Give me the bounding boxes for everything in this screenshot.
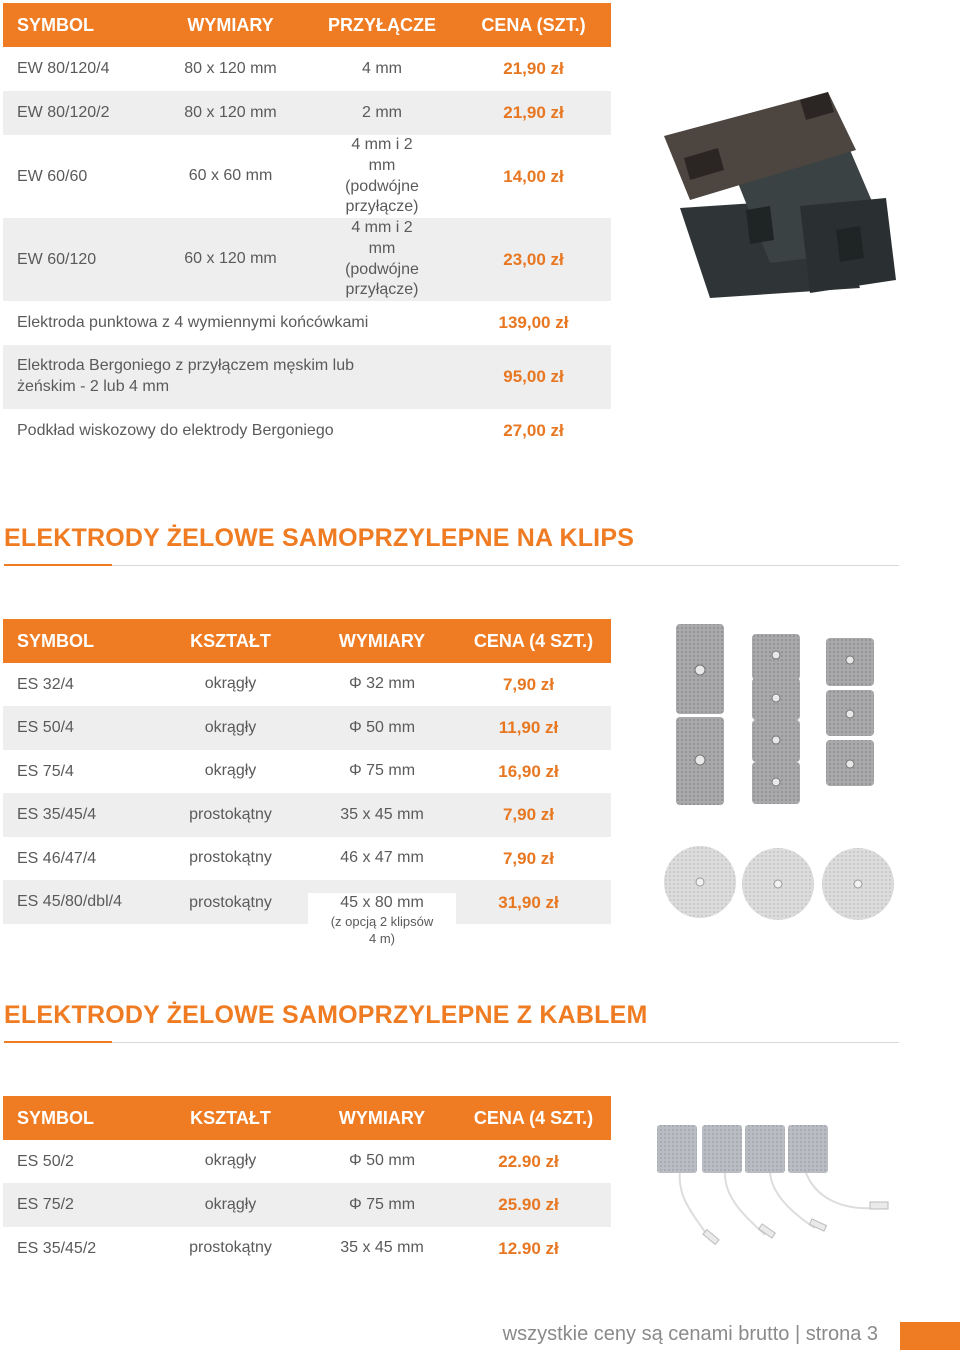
table-header xyxy=(3,619,611,663)
cell-dimensions: 80 x 120 mm xyxy=(184,59,277,77)
header-price: CENA (SZT.) xyxy=(481,14,586,35)
cable-electrodes-table xyxy=(3,1096,611,1270)
cell-dimensions: 80 x 120 mm xyxy=(184,103,277,121)
cell-dimensions: Φ 32 mm xyxy=(348,675,416,693)
table-row xyxy=(3,409,611,453)
rubber-electrodes-table xyxy=(3,3,611,453)
cell-price: 21,90 zł xyxy=(503,103,564,122)
cell-price: 14,00 zł xyxy=(503,166,564,186)
cell-symbol: EW 80/120/2 xyxy=(17,104,110,121)
table-header xyxy=(3,3,611,47)
footer-text: wszystkie ceny są cenami brutto | strona 3 xyxy=(502,1323,878,1345)
section-title-cable-electrodes: ELEKTRODY ŻELOWE SAMOPRZYLEPNE Z KABLEM xyxy=(4,1001,648,1029)
cell-price: 12.90 zł xyxy=(498,1238,559,1258)
table-row xyxy=(3,1227,611,1270)
table-row xyxy=(3,793,611,837)
cell-symbol: EW 60/60 xyxy=(17,167,88,185)
cell-symbol: ES 35/45/2 xyxy=(17,1239,97,1257)
cell-dimensions: Φ 75 mm xyxy=(348,1195,416,1213)
table-row xyxy=(3,1140,611,1183)
cell-price: 21,90 zł xyxy=(503,59,564,78)
cell-description: Elektroda punktowa z 4 wymiennymi końcówkami xyxy=(17,313,369,331)
table-row xyxy=(3,837,611,880)
section-title-clip-electrodes: ELEKTRODY ŻELOWE SAMOPRZYLEPNE NA KLIPS xyxy=(4,524,635,552)
cell-symbol: ES 45/80/dbl/4 xyxy=(17,893,122,910)
divider-line xyxy=(4,565,899,566)
cell-description: Elektroda Bergoniego z przyłączem męskim lub żeńskim - 2 lub 4 mm xyxy=(17,357,355,395)
divider-accent xyxy=(4,564,112,566)
cell-shape: okrągły xyxy=(204,718,257,736)
cell-description: Podkład wiskozowy do elektrody Bergoniego xyxy=(17,421,334,439)
cell-connector: 4 mm i 2 mm (podwójne przyłącze) xyxy=(345,218,419,299)
dimension-note: (z opcją 2 klipsów 4 m) xyxy=(330,913,434,946)
clip-electrodes-photo xyxy=(660,622,900,920)
table-row xyxy=(3,301,611,345)
cell-shape: prostokątny xyxy=(189,894,272,911)
cell-symbol: ES 46/47/4 xyxy=(17,849,97,867)
cell-shape: okrągły xyxy=(204,675,257,693)
cell-price: 23,00 zł xyxy=(503,249,564,269)
divider-accent xyxy=(4,1041,112,1043)
cell-dimensions xyxy=(308,893,456,948)
table-row xyxy=(3,47,611,91)
cell-dimensions: 46 x 47 mm xyxy=(340,849,424,867)
table-row xyxy=(3,218,611,301)
cell-price: 11,90 zł xyxy=(498,718,559,737)
cell-shape: prostokątny xyxy=(189,849,272,867)
header-shape: KSZTAŁT xyxy=(190,1107,271,1128)
cell-symbol: ES 75/2 xyxy=(17,1196,74,1213)
table-row xyxy=(3,663,611,706)
cable-electrodes-photo xyxy=(655,1120,910,1260)
header-connector: PRZYŁĄCZE xyxy=(328,14,436,35)
table-row xyxy=(3,345,611,409)
cell-symbol: ES 35/45/4 xyxy=(17,806,97,823)
header-shape: KSZTAŁT xyxy=(190,630,271,651)
divider-line xyxy=(4,1042,899,1043)
cell-symbol: ES 32/4 xyxy=(17,675,74,693)
cell-dimensions: 35 x 45 mm xyxy=(340,805,424,823)
table-row xyxy=(3,1183,611,1227)
cell-shape: prostokątny xyxy=(189,805,272,823)
cell-symbol: ES 50/4 xyxy=(17,719,74,736)
header-symbol: SYMBOL xyxy=(17,14,95,35)
cell-connector: 4 mm i 2 mm (podwójne przyłącze) xyxy=(345,135,419,216)
dimension-value: 45 x 80 mm xyxy=(340,894,424,911)
cell-symbol: ES 50/2 xyxy=(17,1152,74,1170)
cell-shape: okrągły xyxy=(204,762,257,780)
header-symbol: SYMBOL xyxy=(17,1107,95,1128)
table-row xyxy=(3,706,611,750)
cell-shape: okrągły xyxy=(204,1195,257,1213)
cell-price: 25.90 zł xyxy=(498,1195,559,1214)
cell-symbol: EW 80/120/4 xyxy=(17,60,110,77)
cell-shape: okrągły xyxy=(204,1152,257,1170)
cell-symbol: ES 75/4 xyxy=(17,762,74,780)
cell-dimensions: 60 x 60 mm xyxy=(188,167,273,185)
cell-dimensions: 35 x 45 mm xyxy=(340,1239,424,1257)
cell-price: 95,00 zł xyxy=(503,367,564,386)
table-row xyxy=(3,880,611,946)
header-dimensions: WYMIARY xyxy=(338,1107,426,1128)
cell-price: 7,90 zł xyxy=(502,674,555,694)
cell-price: 31,90 zł xyxy=(498,893,559,912)
cell-dimensions: 60 x 120 mm xyxy=(184,250,277,268)
header-symbol: SYMBOL xyxy=(17,630,95,651)
cell-connector: 4 mm xyxy=(362,59,402,77)
cell-connector: 2 mm xyxy=(362,103,402,121)
table-row xyxy=(3,135,611,218)
clip-electrodes-table xyxy=(3,619,611,946)
header-price: CENA (4 SZT.) xyxy=(473,630,594,651)
cell-symbol: EW 60/120 xyxy=(17,250,97,268)
cell-price: 139,00 zł xyxy=(498,313,569,332)
header-price: CENA (4 SZT.) xyxy=(473,1107,594,1128)
cell-shape: prostokątny xyxy=(189,1239,272,1257)
header-dimensions: WYMIARY xyxy=(338,630,426,651)
footer-accent-bar xyxy=(900,1322,960,1350)
rubber-electrodes-photo xyxy=(660,88,900,313)
cell-dimensions: Φ 50 mm xyxy=(348,1152,416,1170)
cell-price: 22.90 zł xyxy=(498,1151,559,1171)
header-dimensions: WYMIARY xyxy=(187,14,274,35)
table-row xyxy=(3,750,611,793)
table-row xyxy=(3,91,611,135)
cell-price: 7,90 zł xyxy=(502,848,555,868)
cell-dimensions: Φ 50 mm xyxy=(348,718,416,736)
cell-price: 7,90 zł xyxy=(502,805,555,824)
cell-dimensions: Φ 75 mm xyxy=(348,762,416,780)
cell-price: 27,00 zł xyxy=(503,421,564,440)
cell-price: 16,90 zł xyxy=(498,761,559,781)
table-header xyxy=(3,1096,611,1140)
